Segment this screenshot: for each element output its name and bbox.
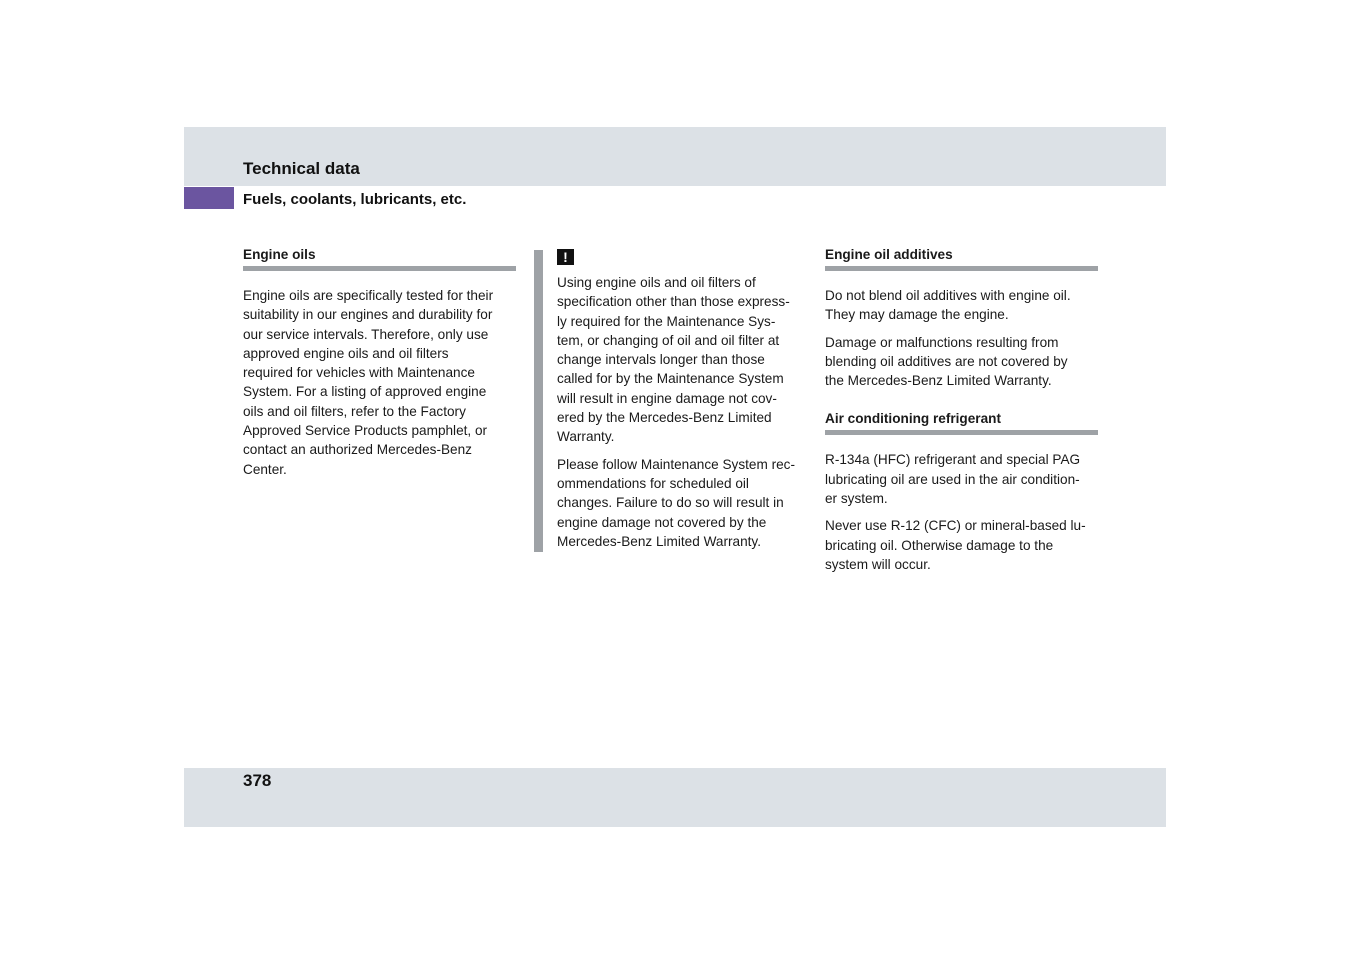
warning-bar xyxy=(534,250,543,552)
warning-paragraph-2: Please follow Maintenance System rec- ommendations for scheduled oil changes. Failure to do so will result in engine damage not covered by the Mercedes-Benz Limited Warranty. xyxy=(557,456,795,549)
additives-refrigerant-column xyxy=(825,246,1098,582)
warning-column xyxy=(534,246,810,559)
engine-oils-heading: Engine oils xyxy=(243,246,516,271)
engine-oils-body: Engine oils are specifically tested for their suitability in our engines and durability for our service intervals. Therefore, only use approved engine oils and oil filters required for vehicles with Maintenance System. For a listing of approved engine oils and oil filters, refer to the Factory Approved Service Products pamphlet, or contact an authorized Mercedes-Benz Center. xyxy=(243,288,494,477)
section-title: Fuels, coolants, lubricants, etc. xyxy=(243,191,467,208)
page-number: 378 xyxy=(243,771,272,790)
footer-band xyxy=(184,768,1166,827)
oil-additives-paragraph-2: Damage or malfunctions resulting from blending oil additives are not covered by the Mercedes-Benz Limited Warranty. xyxy=(825,334,1068,389)
warning-paragraph-1: Using engine oils and oil filters of specification other than those express- ly required for the Maintenance Sys- tem, or changing of oil and oil filter at change intervals longer than those called for by the Maintenance System will result in engine damage not cov- ered by the Mercedes-Benz Limited Warranty. xyxy=(557,275,790,445)
page-title: Technical data xyxy=(243,159,360,178)
exclamation-warning-icon: ! xyxy=(557,249,574,265)
engine-oils-column xyxy=(243,246,516,487)
refrigerant-paragraph-1: R-134a (HFC) refrigerant and special PAG lubricating oil are used in the air condition- er system. xyxy=(825,452,1081,507)
section-tab-marker xyxy=(184,187,234,209)
refrigerant-heading: Air conditioning refrigerant xyxy=(825,410,1098,435)
refrigerant-paragraph-2: Never use R-12 (CFC) or mineral-based lu- bricating oil. Otherwise damage to the system will occur. xyxy=(825,518,1086,572)
oil-additives-heading: Engine oil additives xyxy=(825,246,1098,271)
warning-box xyxy=(534,246,810,551)
oil-additives-paragraph-1: Do not blend oil additives with engine oil. They may damage the engine. xyxy=(825,288,1071,323)
